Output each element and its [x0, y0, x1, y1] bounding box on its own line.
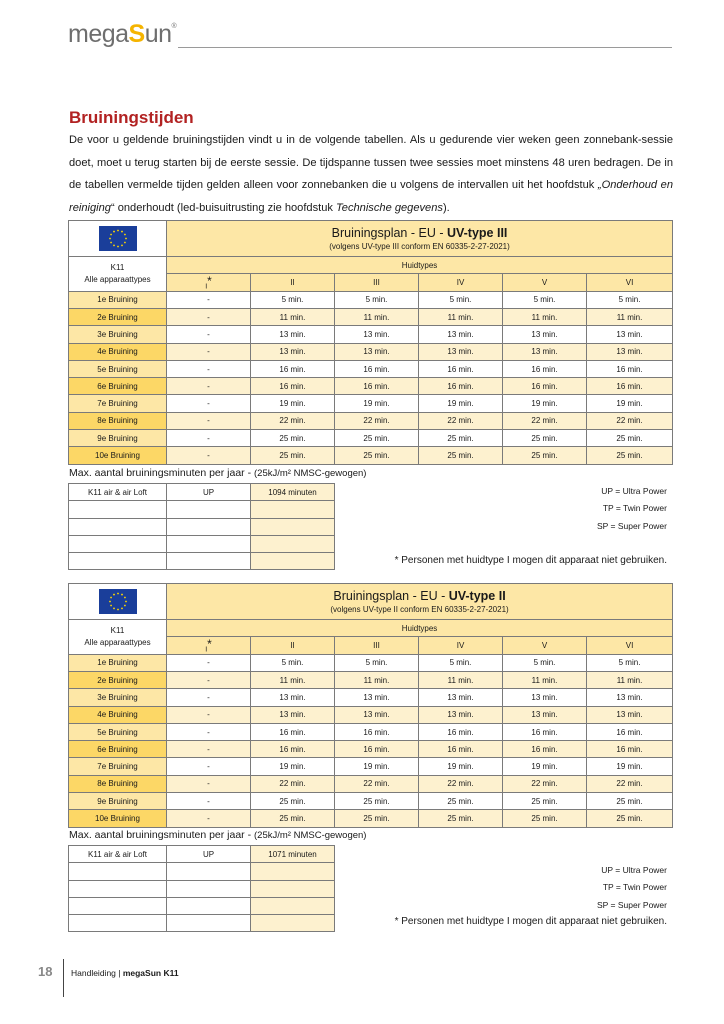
time-cell: 5 min.	[587, 654, 673, 671]
time-cell: -	[167, 326, 251, 343]
time-cell: 22 min.	[503, 412, 587, 429]
header-divider	[178, 47, 672, 48]
session-label: 2e Bruining	[69, 308, 167, 325]
skin-type-v: V	[503, 637, 587, 654]
tanning-table	[68, 220, 673, 465]
footnote: * Personen met huidtype I mogen dit apparaat niet gebruiken.	[394, 916, 667, 927]
time-cell: 25 min.	[251, 447, 335, 464]
session-label: 1e Bruining	[69, 654, 167, 671]
skin-type-vi: VI	[587, 637, 673, 654]
time-cell: 25 min.	[587, 810, 673, 827]
table-row	[69, 741, 673, 758]
max-minutes-cell	[251, 897, 335, 914]
max-model-cell	[69, 501, 167, 518]
session-label: 7e Bruining	[69, 395, 167, 412]
skin-type-iii: III	[335, 274, 419, 291]
plan-subtitle: (volgens UV-type III conform EN 60335-2-27-2021)	[329, 241, 510, 251]
time-cell: -	[167, 291, 251, 308]
time-cell: 25 min.	[251, 810, 335, 827]
session-label: 4e Bruining	[69, 343, 167, 360]
time-cell: -	[167, 430, 251, 447]
max-minutes-cell	[251, 535, 335, 552]
time-cell: 19 min.	[335, 758, 419, 775]
session-label: 10e Bruining	[69, 447, 167, 464]
time-cell: -	[167, 395, 251, 412]
session-label: 2e Bruining	[69, 671, 167, 688]
max-minutes-title: Max. aantal bruiningsminuten per jaar - (25kJ/m² NMSC-gewogen)	[69, 829, 367, 841]
time-cell: 19 min.	[503, 395, 587, 412]
time-cell: 25 min.	[335, 793, 419, 810]
time-cell: 5 min.	[419, 291, 503, 308]
skin-type-i: $_I$*	[167, 274, 251, 291]
session-label: 8e Bruining	[69, 412, 167, 429]
intro-paragraph: De voor u geldende bruiningstijden vindt u in de volgende tabellen. Als u gedurende vier weken geen zonnebank-sessie doet, moet u terug starten bij de eerste sessie. De tijdspanne tussen twee sessies moet minstens 48 uren bedragen. De in de tabellen vermelde tijden gelden alleen voor zonnebanken die u volgens de intervallen uit het hoofdstuk „Onderhoud en reiniging“ onderhoudt (led-buisuitrusting zie hoofdstuk Technische gegevens).	[69, 134, 673, 214]
legend-entry: TP = Twin Power	[602, 882, 667, 893]
max-model-cell	[69, 535, 167, 552]
time-cell: -	[167, 775, 251, 792]
time-cell: 25 min.	[587, 430, 673, 447]
time-cell: 13 min.	[251, 326, 335, 343]
skin-types-label: Huidtypes	[167, 257, 673, 274]
model-cell: K11 Alle apparaattypes	[69, 620, 167, 655]
time-cell: -	[167, 793, 251, 810]
time-cell: 16 min.	[335, 378, 419, 395]
time-cell: -	[167, 654, 251, 671]
time-cell: 16 min.	[419, 723, 503, 740]
skin-type-vi: VI	[587, 274, 673, 291]
time-cell: 13 min.	[251, 689, 335, 706]
max-minutes-row	[69, 518, 335, 535]
time-cell: 25 min.	[251, 793, 335, 810]
session-label: 6e Bruining	[69, 741, 167, 758]
time-cell: 22 min.	[419, 412, 503, 429]
time-cell: 16 min.	[251, 723, 335, 740]
max-minutes-cell	[251, 880, 335, 897]
table-row	[69, 360, 673, 377]
table-row	[69, 326, 673, 343]
legend-entry: SP = Super Power	[596, 520, 667, 531]
time-cell: 22 min.	[335, 775, 419, 792]
session-label: 6e Bruining	[69, 378, 167, 395]
table-row	[69, 758, 673, 775]
max-minutes-row	[69, 880, 335, 897]
time-cell: 25 min.	[503, 430, 587, 447]
max-minutes-cell	[251, 915, 335, 932]
section-title: Bruiningstijden	[69, 108, 194, 127]
max-model-cell: K11 air & air Loft	[69, 484, 167, 501]
time-cell: -	[167, 343, 251, 360]
time-cell: 22 min.	[503, 775, 587, 792]
time-cell: 22 min.	[419, 775, 503, 792]
table-row	[69, 706, 673, 723]
time-cell: 16 min.	[503, 378, 587, 395]
max-minutes-row	[69, 501, 335, 518]
time-cell: 13 min.	[335, 343, 419, 360]
tanning-plan-uv-type-iii	[68, 220, 672, 465]
skin-types-label: Huidtypes	[167, 620, 673, 637]
time-cell: 25 min.	[419, 430, 503, 447]
time-cell: 25 min.	[587, 447, 673, 464]
max-minutes-cell	[251, 501, 335, 518]
time-cell: 16 min.	[335, 360, 419, 377]
session-label: 3e Bruining	[69, 689, 167, 706]
time-cell: 13 min.	[503, 326, 587, 343]
time-cell: 11 min.	[335, 308, 419, 325]
session-label: 8e Bruining	[69, 775, 167, 792]
plan-header	[167, 584, 673, 620]
max-minutes-row	[69, 484, 335, 501]
time-cell: 16 min.	[251, 360, 335, 377]
time-cell: 19 min.	[419, 395, 503, 412]
session-label: 9e Bruining	[69, 793, 167, 810]
time-cell: 19 min.	[251, 395, 335, 412]
time-cell: 16 min.	[419, 360, 503, 377]
time-cell: 19 min.	[419, 758, 503, 775]
legend-entry: TP = Twin Power	[602, 503, 667, 514]
table-row	[69, 723, 673, 740]
time-cell: 11 min.	[251, 308, 335, 325]
time-cell: 22 min.	[251, 412, 335, 429]
time-cell: 11 min.	[335, 671, 419, 688]
time-cell: 13 min.	[587, 343, 673, 360]
eu-flag-icon	[99, 226, 137, 251]
max-minutes-cell: 1094 minuten	[251, 484, 335, 501]
time-cell: -	[167, 360, 251, 377]
max-model-cell	[69, 880, 167, 897]
time-cell: 16 min.	[419, 378, 503, 395]
session-label: 5e Bruining	[69, 360, 167, 377]
max-type-cell	[167, 501, 251, 518]
max-minutes-row	[69, 863, 335, 880]
time-cell: 13 min.	[419, 706, 503, 723]
time-cell: -	[167, 758, 251, 775]
time-cell: 16 min.	[587, 360, 673, 377]
max-type-cell	[167, 518, 251, 535]
time-cell: 13 min.	[419, 689, 503, 706]
time-cell: 16 min.	[587, 378, 673, 395]
time-cell: 16 min.	[587, 741, 673, 758]
time-cell: 13 min.	[251, 706, 335, 723]
tanning-plan-uv-type-ii	[68, 583, 672, 828]
max-minutes-cell: 1071 minuten	[251, 846, 335, 863]
table-row	[69, 378, 673, 395]
max-minutes-cell	[251, 863, 335, 880]
time-cell: 25 min.	[335, 810, 419, 827]
time-cell: 19 min.	[587, 758, 673, 775]
time-cell: -	[167, 689, 251, 706]
table-row	[69, 308, 673, 325]
legend-entry: UP = Ultra Power	[601, 486, 667, 496]
max-model-cell	[69, 863, 167, 880]
time-cell: 11 min.	[587, 671, 673, 688]
time-cell: -	[167, 741, 251, 758]
max-minutes-row	[69, 553, 335, 570]
time-cell: 5 min.	[335, 291, 419, 308]
time-cell: 13 min.	[503, 343, 587, 360]
time-cell: -	[167, 378, 251, 395]
time-cell: -	[167, 308, 251, 325]
max-model-cell	[69, 915, 167, 932]
max-minutes-table	[68, 845, 335, 932]
time-cell: -	[167, 810, 251, 827]
time-cell: -	[167, 671, 251, 688]
time-cell: 16 min.	[503, 741, 587, 758]
time-cell: 25 min.	[503, 810, 587, 827]
max-minutes-row	[69, 897, 335, 914]
legend-entry: SP = Super Power	[596, 899, 667, 910]
time-cell: 25 min.	[335, 447, 419, 464]
time-cell: 5 min.	[419, 654, 503, 671]
time-cell: 25 min.	[419, 793, 503, 810]
time-cell: 16 min.	[335, 741, 419, 758]
time-cell: 11 min.	[419, 308, 503, 325]
table-row	[69, 412, 673, 429]
table-row	[69, 775, 673, 792]
skin-type-ii: II	[251, 274, 335, 291]
time-cell: 25 min.	[251, 430, 335, 447]
max-type-cell	[167, 863, 251, 880]
max-minutes-cell	[251, 553, 335, 570]
time-cell: 13 min.	[335, 326, 419, 343]
time-cell: -	[167, 447, 251, 464]
time-cell: 16 min.	[251, 741, 335, 758]
eu-flag-cell	[69, 221, 167, 257]
model-cell: K11 Alle apparaattypes	[69, 257, 167, 292]
time-cell: 5 min.	[503, 291, 587, 308]
time-cell: 16 min.	[503, 723, 587, 740]
table-row	[69, 447, 673, 464]
session-label: 1e Bruining	[69, 291, 167, 308]
time-cell: 19 min.	[251, 758, 335, 775]
max-type-cell	[167, 535, 251, 552]
time-cell: 25 min.	[419, 447, 503, 464]
time-cell: 13 min.	[335, 689, 419, 706]
plan-subtitle: (volgens UV-type II conform EN 60335-2-27-2021)	[330, 604, 509, 614]
page-number: 18	[38, 964, 53, 979]
table-row	[69, 793, 673, 810]
session-label: 5e Bruining	[69, 723, 167, 740]
time-cell: 13 min.	[503, 706, 587, 723]
skin-type-ii: II	[251, 637, 335, 654]
footer-text: Handleiding | megaSun K11	[71, 968, 179, 978]
max-model-cell	[69, 553, 167, 570]
time-cell: 25 min.	[335, 430, 419, 447]
table-row	[69, 395, 673, 412]
table-row	[69, 654, 673, 671]
time-cell: 13 min.	[335, 706, 419, 723]
max-type-cell	[167, 897, 251, 914]
table-row	[69, 689, 673, 706]
time-cell: 19 min.	[335, 395, 419, 412]
time-cell: -	[167, 412, 251, 429]
time-cell: 5 min.	[251, 291, 335, 308]
time-cell: 13 min.	[503, 689, 587, 706]
time-cell: -	[167, 723, 251, 740]
time-cell: 11 min.	[503, 671, 587, 688]
skin-type-iv: IV	[419, 637, 503, 654]
time-cell: 22 min.	[335, 412, 419, 429]
time-cell: 13 min.	[419, 326, 503, 343]
eu-flag-cell	[69, 584, 167, 620]
time-cell: 13 min.	[587, 689, 673, 706]
max-minutes-row	[69, 846, 335, 863]
time-cell: 19 min.	[503, 758, 587, 775]
session-label: 4e Bruining	[69, 706, 167, 723]
time-cell: 13 min.	[251, 343, 335, 360]
time-cell: 25 min.	[503, 793, 587, 810]
max-type-cell	[167, 915, 251, 932]
table-row	[69, 671, 673, 688]
megasun-logo: megaSun®	[68, 20, 177, 48]
power-legend	[597, 483, 667, 535]
time-cell: 16 min.	[419, 741, 503, 758]
session-label: 3e Bruining	[69, 326, 167, 343]
session-label: 7e Bruining	[69, 758, 167, 775]
table-row	[69, 291, 673, 308]
time-cell: 22 min.	[587, 775, 673, 792]
time-cell: 22 min.	[251, 775, 335, 792]
time-cell: -	[167, 706, 251, 723]
skin-type-iv: IV	[419, 274, 503, 291]
time-cell: 25 min.	[503, 447, 587, 464]
time-cell: 5 min.	[587, 291, 673, 308]
legend-entry: UP = Ultra Power	[601, 865, 667, 875]
table-row	[69, 810, 673, 827]
skin-type-iii: III	[335, 637, 419, 654]
time-cell: 25 min.	[587, 793, 673, 810]
footnote: * Personen met huidtype I mogen dit apparaat niet gebruiken.	[394, 555, 667, 566]
max-type-cell	[167, 553, 251, 570]
max-model-cell: K11 air & air Loft	[69, 846, 167, 863]
time-cell: 13 min.	[587, 706, 673, 723]
skin-type-v: V	[503, 274, 587, 291]
time-cell: 13 min.	[587, 326, 673, 343]
time-cell: 22 min.	[587, 412, 673, 429]
time-cell: 11 min.	[503, 308, 587, 325]
time-cell: 13 min.	[419, 343, 503, 360]
time-cell: 16 min.	[251, 378, 335, 395]
skin-type-i: $_I$*	[167, 637, 251, 654]
max-type-cell	[167, 880, 251, 897]
session-label: 9e Bruining	[69, 430, 167, 447]
tanning-table	[68, 583, 673, 828]
power-legend	[597, 862, 667, 914]
max-minutes-row	[69, 915, 335, 932]
table-row	[69, 343, 673, 360]
plan-header	[167, 221, 673, 257]
time-cell: 5 min.	[251, 654, 335, 671]
max-model-cell	[69, 897, 167, 914]
time-cell: 11 min.	[251, 671, 335, 688]
max-type-cell: UP	[167, 484, 251, 501]
time-cell: 11 min.	[419, 671, 503, 688]
time-cell: 25 min.	[419, 810, 503, 827]
max-minutes-title: Max. aantal bruiningsminuten per jaar - (25kJ/m² NMSC-gewogen)	[69, 467, 367, 479]
max-type-cell: UP	[167, 846, 251, 863]
eu-flag-icon	[99, 589, 137, 614]
time-cell: 19 min.	[587, 395, 673, 412]
time-cell: 16 min.	[503, 360, 587, 377]
time-cell: 16 min.	[335, 723, 419, 740]
time-cell: 5 min.	[335, 654, 419, 671]
time-cell: 11 min.	[587, 308, 673, 325]
plan-title: Bruiningsplan - EU - UV-type II	[333, 588, 506, 603]
footer-divider	[63, 959, 64, 997]
max-minutes-row	[69, 535, 335, 552]
time-cell: 16 min.	[587, 723, 673, 740]
max-model-cell	[69, 518, 167, 535]
max-minutes-table	[68, 483, 335, 570]
session-label: 10e Bruining	[69, 810, 167, 827]
table-row	[69, 430, 673, 447]
plan-title: Bruiningsplan - EU - UV-type III	[331, 225, 508, 240]
time-cell: 5 min.	[503, 654, 587, 671]
max-minutes-cell	[251, 518, 335, 535]
